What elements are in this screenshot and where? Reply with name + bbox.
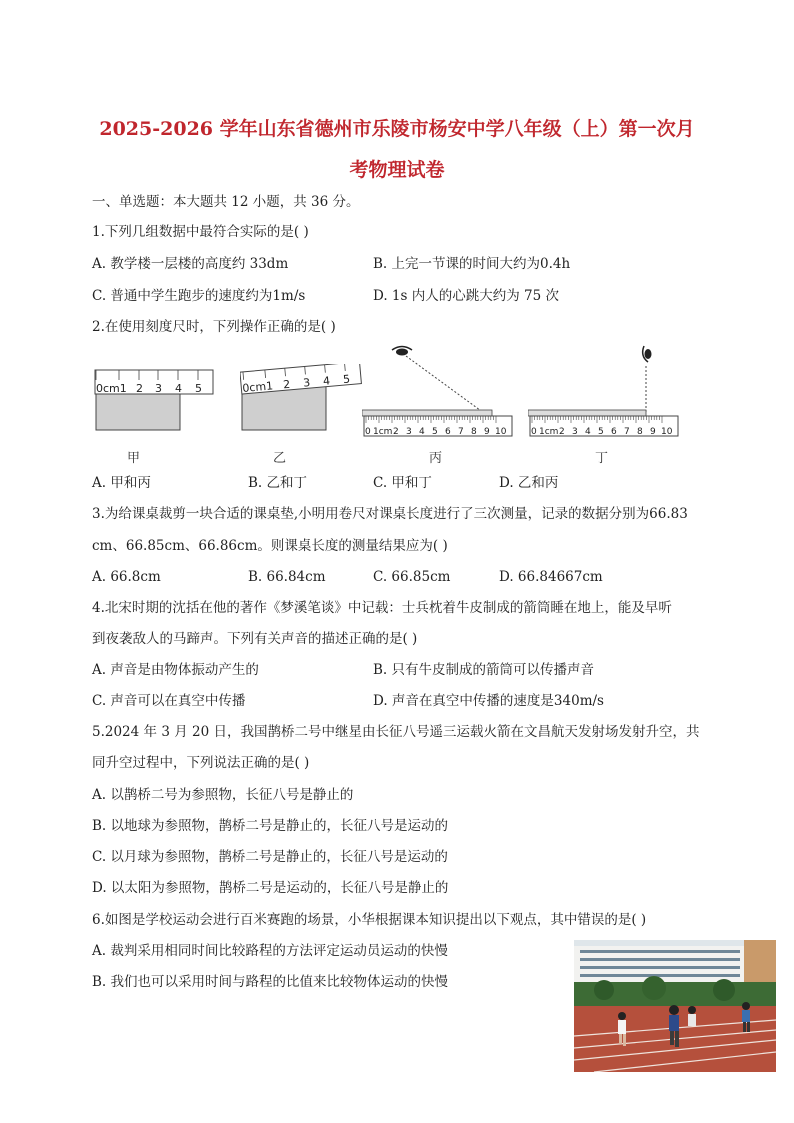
q1-option-a: A. 教学楼一层楼的高度约 33dm bbox=[92, 256, 289, 272]
ruler-label: 2 bbox=[559, 427, 565, 437]
sprint-race-photo bbox=[574, 940, 776, 1072]
q2-option-c: C. 甲和丁 bbox=[373, 475, 432, 491]
exam-title-line1: 2025-2026 学年山东省德州市乐陵市杨安中学八年级（上）第一次月 bbox=[99, 118, 695, 140]
ruler-label: 1cm bbox=[373, 427, 393, 437]
ruler-label: 4 bbox=[322, 374, 331, 388]
q4-option-b: B. 只有牛皮制成的箭筒可以传播声音 bbox=[373, 662, 595, 678]
fig-label-yi: 乙 bbox=[273, 451, 287, 466]
ruler-label: 2 bbox=[136, 382, 143, 395]
q5-option-c: C. 以月球为参照物，鹊桥二号是静止的，长征八号是运动的 bbox=[92, 849, 448, 865]
ruler-label: 7 bbox=[624, 427, 630, 437]
ruler-label: 5 bbox=[195, 382, 202, 395]
q5-option-a: A. 以鹊桥二号为参照物，长征八号是静止的 bbox=[92, 787, 354, 803]
ruler-label: 0 bbox=[531, 427, 537, 437]
q1-option-c: C. 普通中学生跑步的速度约为1m/s bbox=[92, 288, 306, 304]
ruler-figure-yi bbox=[240, 364, 365, 436]
q4-stem-line2: 到夜袭敌人的马蹄声。下列有关声音的描述正确的是( ) bbox=[92, 631, 418, 647]
q4-stem-line1: 4.北宋时期的沈括在他的著作《梦溪笔谈》中记载：士兵枕着牛皮制成的箭筒睡在地上，能及早听 bbox=[92, 600, 672, 616]
q3-option-d: D. 66.84667cm bbox=[499, 569, 603, 585]
q4-option-d: D. 声音在真空中传播的速度是340m/s bbox=[373, 693, 604, 709]
ruler-label: 6 bbox=[611, 427, 617, 437]
ruler-label: 6 bbox=[445, 427, 451, 437]
eye-icon bbox=[392, 347, 412, 356]
ruler-label: 3 bbox=[572, 427, 578, 437]
exam-title-line2: 考物理试卷 bbox=[349, 159, 445, 181]
q3-option-b: B. 66.84cm bbox=[248, 569, 326, 585]
ruler-label: 7 bbox=[458, 427, 464, 437]
ruler-label: 1cm bbox=[539, 427, 559, 437]
ruler-label: 4 bbox=[419, 427, 425, 437]
q5-option-d: D. 以太阳为参照物，鹊桥二号是运动的，长征八号是静止的 bbox=[92, 880, 449, 896]
ruler-label: 5 bbox=[598, 427, 604, 437]
ruler-label: 9 bbox=[650, 427, 656, 437]
section-heading: 一、单选题：本大题共 12 小题，共 36 分。 bbox=[92, 194, 360, 210]
ruler-label: 10 bbox=[661, 427, 673, 437]
ruler-label: 5 bbox=[342, 372, 351, 387]
ruler-figure-bing bbox=[362, 340, 514, 440]
q1-option-d: D. 1s 内人的心跳大约为 75 次 bbox=[373, 288, 559, 304]
eye-icon bbox=[643, 346, 652, 362]
q6-option-b: B. 我们也可以采用时间与路程的比值来比较物体运动的快慢 bbox=[92, 974, 449, 990]
ruler-label: 5 bbox=[432, 427, 438, 437]
q5-option-b: B. 以地球为参照物，鹊桥二号是静止的，长征八号是运动的 bbox=[92, 818, 449, 834]
q2-option-a: A. 甲和丙 bbox=[92, 475, 151, 491]
ruler-label: 8 bbox=[471, 427, 477, 437]
q2-stem: 2.在使用刻度尺时，下列操作正确的是( ) bbox=[92, 319, 336, 335]
q1-option-b: B. 上完一节课的时间大约为0.4h bbox=[373, 256, 571, 272]
ruler-label: 0 bbox=[365, 427, 371, 437]
ruler-label: 0cm1 bbox=[96, 382, 127, 395]
fig-label-bing: 丙 bbox=[429, 451, 443, 466]
q3-stem-line1: 3.为给课桌裁剪一块合适的课桌垫,小明用卷尺对课桌长度进行了三次测量，记录的数据分别为66.83 bbox=[92, 506, 688, 522]
ruler-label: 3 bbox=[302, 376, 311, 390]
q1-stem: 1.下列几组数据中最符合实际的是( ) bbox=[92, 224, 309, 240]
ruler-label: 2 bbox=[393, 427, 399, 437]
q5-stem-line2: 同升空过程中，下列说法正确的是( ) bbox=[92, 755, 310, 771]
q2-option-b: B. 乙和丁 bbox=[248, 475, 308, 491]
q6-stem: 6.如图是学校运动会进行百米赛跑的场景，小华根据课本知识提出以下观点，其中错误的是( ) bbox=[92, 912, 647, 928]
ruler-label: 2 bbox=[282, 377, 291, 392]
fig-label-ding: 丁 bbox=[595, 451, 609, 466]
q4-option-a: A. 声音是由物体振动产生的 bbox=[92, 662, 259, 678]
ruler-label: 4 bbox=[585, 427, 591, 437]
ruler-figure-ding bbox=[528, 340, 680, 440]
q3-stem-line2: cm、66.85cm、66.86cm。则课桌长度的测量结果应为( ) bbox=[92, 538, 448, 554]
fig-label-jia: 甲 bbox=[127, 451, 141, 466]
q2-option-d: D. 乙和丙 bbox=[499, 475, 559, 491]
ruler-label: 10 bbox=[495, 427, 507, 437]
ruler-label: 9 bbox=[484, 427, 490, 437]
q6-option-a: A. 裁判采用相同时间比较路程的方法评定运动员运动的快慢 bbox=[92, 943, 448, 959]
ruler-label: 8 bbox=[637, 427, 643, 437]
ruler-label: 3 bbox=[406, 427, 412, 437]
ruler-label: 3 bbox=[155, 382, 162, 395]
q3-option-a: A. 66.8cm bbox=[92, 569, 161, 585]
ruler-label: 0cm1 bbox=[241, 379, 274, 395]
ruler-label: 4 bbox=[175, 382, 182, 395]
q4-option-c: C. 声音可以在真空中传播 bbox=[92, 693, 246, 709]
ruler-figure-jia bbox=[94, 364, 219, 436]
q3-option-c: C. 66.85cm bbox=[373, 569, 451, 585]
q5-stem-line1: 5.2024 年 3 月 20 日，我国鹊桥二号中继星由长征八号遥三运载火箭在文昌航天发射场发射升空，共 bbox=[92, 724, 700, 740]
